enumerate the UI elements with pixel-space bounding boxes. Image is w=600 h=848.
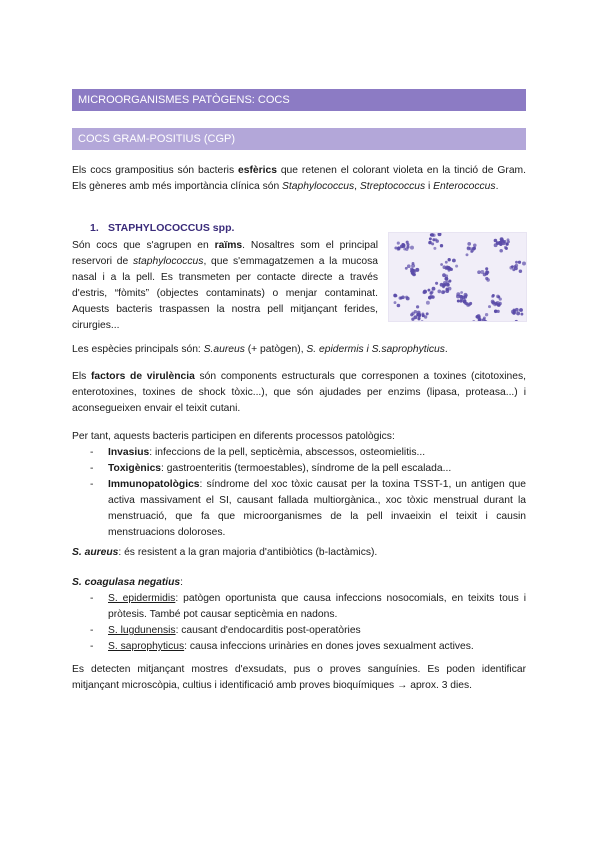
coagulasa-list bbox=[90, 591, 526, 655]
keyword-esferics: esfèrics bbox=[238, 165, 277, 176]
coccus-cell bbox=[416, 305, 419, 308]
coccus-cell bbox=[460, 291, 463, 294]
coccus-cell bbox=[456, 292, 460, 296]
coccus-cell bbox=[407, 264, 411, 268]
coccus-cell bbox=[426, 301, 430, 305]
list-item: - S. saprophyticus: causa infeccions urinàries en dones joves sexualment actives. bbox=[90, 641, 474, 652]
coccus-cell bbox=[468, 303, 471, 306]
coccus-cell bbox=[440, 244, 443, 247]
coccus-cell bbox=[472, 320, 475, 321]
coccus-cell bbox=[496, 295, 500, 299]
coccus-cell bbox=[440, 283, 444, 287]
coccus-cell bbox=[503, 240, 506, 243]
coccus-cell bbox=[447, 266, 451, 270]
processes-intro: Per tant, aquests bacteris participen en diferents processos patològics: bbox=[72, 431, 395, 442]
coccus-cell bbox=[410, 246, 414, 250]
coccus-cell bbox=[411, 272, 414, 275]
coccus-cell bbox=[399, 296, 402, 299]
detection-paragraph: Es detecten mitjançant mostres d'exsudats, pus o proves sanguínies. Es poden identificar mitjançant microscòpia, cultius i identificació amb proves bioquímiques → aprox. 3 dies. bbox=[72, 664, 526, 691]
coccus-cell bbox=[512, 311, 515, 314]
cocci-clusters bbox=[389, 233, 526, 321]
staph-paragraph: Són cocs que s'agrupen en raïms. Nosaltres som el principal reservori de staphylococcus, que s'emmagatzemen a la mucosa nasal i a la pell. Es transmeten per contacte directe a través d'estris, “fòmits” (objectes contaminats) o menjar contaminat. Aquests bacteris traspassen la nostra pell mitjançant ferides, cirurgies... bbox=[72, 240, 378, 331]
coccus-cell bbox=[522, 262, 526, 266]
coccus-cell bbox=[417, 313, 421, 317]
coccus-cell bbox=[435, 282, 438, 285]
coccus-cell bbox=[429, 237, 432, 240]
processes-list bbox=[90, 445, 526, 541]
coccus-cell bbox=[463, 300, 467, 304]
coccus-cell bbox=[426, 312, 429, 315]
coccus-cell bbox=[431, 242, 434, 245]
coccus-cell bbox=[406, 297, 410, 301]
coccus-cell bbox=[422, 291, 425, 294]
coccus-cell bbox=[445, 261, 448, 264]
coccus-cell bbox=[488, 305, 491, 308]
section-heading-staphylococcus: 1. STAPHYLOCOCCUS spp. bbox=[90, 222, 235, 234]
coccus-cell bbox=[512, 268, 515, 271]
coccus-cell bbox=[485, 313, 488, 316]
coccus-cell bbox=[393, 294, 397, 298]
coccus-cell bbox=[418, 317, 421, 320]
coccus-cell bbox=[405, 267, 408, 270]
main-title-banner: MICROORGANISMES PATÒGENS: COCS bbox=[72, 89, 526, 111]
coccus-cell bbox=[467, 242, 471, 246]
species-paragraph: Les espècies principals són: S.aureus (+ patògen), S. epidermis i S.saprophyticus. bbox=[72, 344, 448, 355]
coccus-cell bbox=[491, 301, 495, 305]
aureus-paragraph: S. aureus: és resistent a la gran majoria d'antibiòtics (b-lactàmics). bbox=[72, 547, 378, 558]
list-item: - Toxigènics: gastroenteritis (termoestables), síndrome de la pell escalada... bbox=[90, 463, 452, 474]
coccus-cell bbox=[402, 244, 406, 248]
coccus-cell bbox=[421, 312, 424, 315]
list-item: - Invasius: infeccions de la pell, septicèmia, abscessos, osteomielitis... bbox=[90, 447, 426, 458]
coccus-cell bbox=[441, 290, 445, 294]
coccus-cell bbox=[469, 247, 472, 250]
coccus-cell bbox=[518, 261, 521, 264]
coccus-cell bbox=[437, 290, 441, 294]
coccus-cell bbox=[466, 253, 469, 256]
coccus-cell bbox=[505, 247, 508, 250]
coccus-cell bbox=[394, 301, 397, 304]
coccus-cell bbox=[432, 287, 436, 291]
coccus-cell bbox=[520, 313, 523, 316]
coccus-cell bbox=[498, 241, 502, 245]
coccus-cell bbox=[429, 291, 432, 294]
coccus-cell bbox=[515, 320, 518, 321]
intro-paragraph: Els cocs grampositius són bacteris esfèrics que retenen el colorant violeta en la tinció de Gram. Els gèneres amb més importància clínica són Staphylococcus, Streptococcus i Enterococcus. bbox=[72, 165, 526, 192]
coccus-cell bbox=[477, 270, 481, 274]
coccus-cell bbox=[444, 277, 448, 281]
coccus-cell bbox=[497, 303, 501, 307]
coccus-cell bbox=[519, 270, 522, 273]
coccus-cell bbox=[483, 317, 486, 320]
coagulasa-title: S. coagulasa negatius: bbox=[72, 577, 184, 588]
coccus-cell bbox=[485, 270, 488, 273]
coccus-cell bbox=[507, 238, 510, 241]
coccus-cell bbox=[473, 244, 477, 248]
coccus-cell bbox=[452, 259, 456, 263]
coccus-cell bbox=[421, 320, 424, 321]
coccus-cell bbox=[397, 242, 400, 245]
coccus-cell bbox=[485, 267, 488, 270]
coccus-cell bbox=[457, 300, 460, 303]
coccus-cell bbox=[440, 263, 443, 266]
coccus-cell bbox=[397, 304, 401, 308]
coccus-cell bbox=[465, 294, 468, 297]
coccus-cell bbox=[447, 283, 450, 286]
coccus-cell bbox=[434, 238, 437, 241]
section-banner-cgp: COCS GRAM-POSITIUS (CGP) bbox=[72, 128, 526, 150]
coccus-cell bbox=[499, 298, 502, 301]
coccus-cell bbox=[486, 278, 490, 282]
coccus-cell bbox=[455, 265, 458, 268]
coccus-cell bbox=[438, 233, 442, 236]
coccus-cell bbox=[411, 312, 414, 315]
micrograph-staphylococcus-image bbox=[388, 232, 527, 322]
coccus-cell bbox=[494, 310, 498, 314]
coccus-cell bbox=[494, 239, 498, 243]
coccus-cell bbox=[516, 311, 520, 315]
coccus-cell bbox=[413, 315, 417, 319]
coccus-cell bbox=[519, 308, 523, 312]
coccus-cell bbox=[433, 247, 436, 250]
coccus-cell bbox=[515, 264, 518, 267]
list-item: - Immunopatològics: síndrome del xoc tòxic causat per la toxina TSST-1, un antigen que activa massivament el SI, causant fallada multiorgànica., xoc tòxic menstrual durant la menstruació, que fa que microorganismes de la pell invaeixin el teixit i causin menstruacions doloroses. bbox=[90, 479, 526, 538]
coccus-cell bbox=[477, 314, 481, 318]
coccus-cell bbox=[427, 289, 430, 292]
coccus-cell bbox=[424, 315, 427, 318]
coccus-cell bbox=[515, 261, 518, 264]
coccus-cell bbox=[443, 283, 446, 286]
coccus-cell bbox=[428, 296, 432, 300]
coccus-cell bbox=[403, 248, 406, 251]
virulence-paragraph: Els factors de virulència són components estructurals que corresponen a toxines (citotoxines, enterotoxines, toxines de shock tòxic...), que són ajudades per enzims (lipasa, proteasa...) i aconsegueixen envair el teixit cutani. bbox=[72, 371, 527, 414]
coccus-cell bbox=[448, 258, 451, 261]
coccus-cell bbox=[415, 268, 419, 272]
coccus-cell bbox=[406, 241, 409, 244]
coccus-cell bbox=[411, 269, 414, 272]
coccus-cell bbox=[499, 249, 503, 253]
list-item: - S. lugdunensis: causant d'endocarditis post-operatòries bbox=[90, 625, 361, 636]
coccus-cell bbox=[397, 246, 401, 250]
coccus-cell bbox=[411, 264, 415, 268]
coccus-cell bbox=[446, 288, 449, 291]
coccus-cell bbox=[431, 233, 435, 237]
coccus-cell bbox=[448, 280, 451, 283]
list-item: - S. epidermidis: patògen oportunista que causa infeccions nosocomials, en teixits tous i pròtesis. També pot causar septicèmia en nadons. bbox=[90, 593, 526, 620]
coccus-cell bbox=[492, 294, 495, 297]
